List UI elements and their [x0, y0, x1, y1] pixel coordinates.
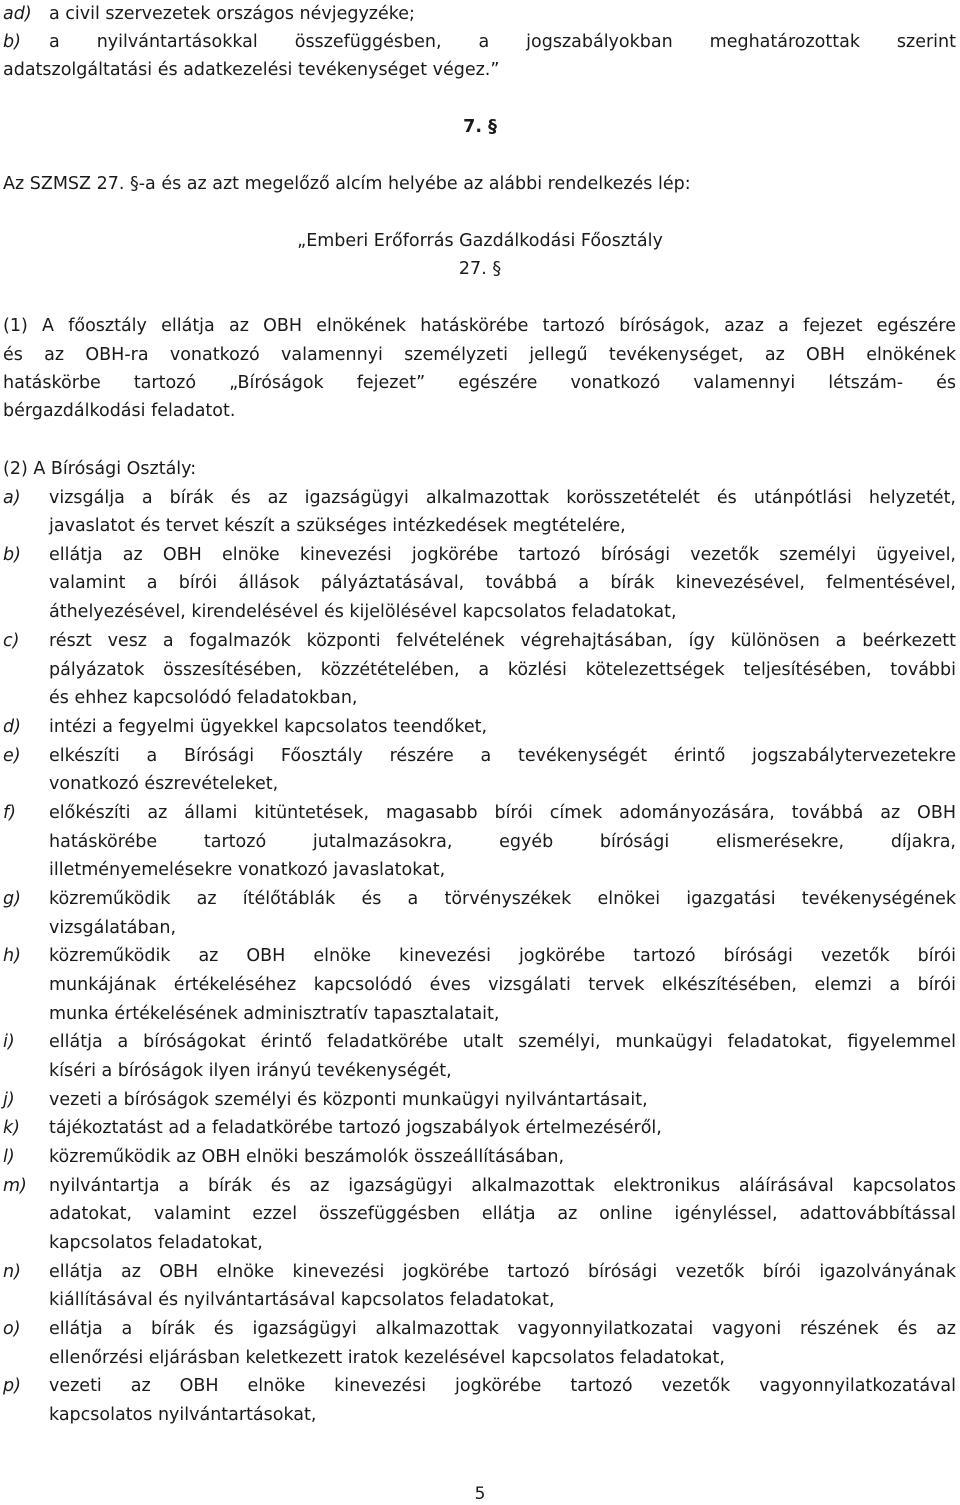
list-item-line: ellátja a bíróságokat érintő feladatkörébe utalt személyi, munkaügyi feladatokat, figyelemmel — [49, 1032, 956, 1052]
list-item-label: b) — [3, 32, 21, 52]
paragraph-intro: (2) A Bírósági Osztály: — [3, 459, 197, 479]
list-item-line: valamint a bírói állások pályáztatásával, továbbá a bírák kinevezésével, felmentésével, — [49, 573, 956, 593]
list-item-line: és ehhez kapcsolódó feladatokban, — [49, 688, 358, 708]
list-item-line: nyilvántartja a bírák és az igazságügyi alkalmazottak elektronikus aláírásával kapcsolatos — [49, 1176, 956, 1196]
list-item-label: h) — [3, 946, 21, 966]
list-item-line: munkájának értékeléséhez kapcsolódó éves vizsgálati tervek elkészítésében, elemzi a bírói — [49, 975, 956, 995]
list-item-label: d) — [3, 717, 21, 737]
list-item-line: kapcsolatos feladatokat, — [49, 1233, 263, 1253]
list-item-label: l) — [3, 1147, 15, 1167]
paragraph-line: és az OBH-ra vonatkozó valamennyi személyzeti jellegű tevékenységet, az OBH elnökének — [3, 345, 956, 365]
list-item-line: vezeti az OBH elnöke kinevezési jogkörébe tartozó vezetők vagyonnyilatkozatával — [49, 1376, 956, 1396]
list-item-line: közreműködik az ítélőtáblák és a törvényszékek elnökei igazgatási tevékenységének — [49, 889, 956, 909]
paragraph-line: bérgazdálkodási feladatot. — [3, 401, 236, 421]
list-item-label: j) — [3, 1090, 15, 1110]
list-item-line: tájékoztatást ad a feladatkörébe tartozó jogszabályok értelmezéséről, — [49, 1118, 662, 1138]
subtitle: „Emberi Erőforrás Gazdálkodási Főosztály — [297, 231, 663, 251]
list-item-line: a nyilvántartásokkal összefüggésben, a jogszabályokban meghatározottak szerint — [49, 32, 956, 52]
list-item-label: o) — [3, 1319, 21, 1339]
list-item-line: adatszolgáltatási és adatkezelési tevékenységet végez.” — [3, 60, 500, 80]
page-number: 5 — [474, 1484, 486, 1504]
list-item-line: részt vesz a fogalmazók központi felvételének végrehajtásában, így különösen a beérkezett — [49, 631, 956, 651]
list-item-label: a) — [3, 488, 21, 508]
list-item-label: ad) — [3, 4, 32, 24]
list-item-label: p) — [3, 1376, 21, 1396]
list-item-line: közreműködik az OBH elnöki beszámolók összeállításában, — [49, 1147, 565, 1167]
list-item-line: vonatkozó észrevételeket, — [49, 774, 279, 794]
list-item-line: vezeti a bíróságok személyi és központi munkaügyi nyilvántartásait, — [49, 1090, 648, 1110]
list-item-label: k) — [3, 1118, 20, 1138]
list-item-label: e) — [3, 746, 21, 766]
list-item-line: illetményemelésekre vonatkozó javaslatokat, — [49, 860, 446, 880]
list-item-line: elkészíti a Bírósági Főosztály részére a tevékenységét érintő jogszabálytervezetekre — [49, 746, 956, 766]
list-item-label: n) — [3, 1262, 21, 1282]
article-heading: 27. § — [458, 259, 502, 279]
list-item-line: pályázatok összesítésében, közzétételében, a közlési kötelezettségek teljesítésében, további — [49, 660, 956, 680]
list-item-line: kiállításával és nyilvántartásával kapcsolatos feladatokat, — [49, 1290, 555, 1310]
list-item-line: munka értékelésének adminisztratív tapasztalatait, — [49, 1004, 500, 1024]
list-item-line: áthelyezésével, kirendelésével és kijelölésével kapcsolatos feladatokat, — [49, 602, 677, 622]
list-item-label: g) — [3, 889, 21, 909]
list-item-line: ellátja az OBH elnöke kinevezési jogkörébe tartozó bírósági vezetők személyi ügyeivel, — [49, 545, 956, 565]
paragraph-line: hatáskörbe tartozó „Bíróságok fejezet” egészére vonatkozó valamennyi létszám- és — [3, 373, 956, 393]
section-heading: 7. § — [463, 117, 497, 137]
list-item-label: m) — [3, 1176, 27, 1196]
list-item-line: ellátja az OBH elnöke kinevezési jogkörébe tartozó bírósági vezetők bírói igazolványának — [49, 1262, 956, 1282]
list-item-line: vizsgálatában, — [49, 918, 177, 938]
amendment-text: Az SZMSZ 27. §-a és az azt megelőző alcím helyébe az alábbi rendelkezés lép: — [3, 174, 691, 194]
list-item-label: c) — [3, 631, 20, 651]
list-item-label: b) — [3, 545, 21, 565]
list-item-line: a civil szervezetek országos névjegyzéke; — [49, 4, 415, 24]
list-item-line: közreműködik az OBH elnöke kinevezési jogkörébe tartozó bírósági vezetők bírói — [49, 946, 956, 966]
list-item-line: intézi a fegyelmi ügyekkel kapcsolatos teendőket, — [49, 717, 488, 737]
list-item-line: hatáskörébe tartozó jutalmazásokra, egyéb bírósági elismerésekre, díjakra, — [49, 832, 956, 852]
list-item-line: ellenőrzési eljárásban keletkezett iratok kezelésével kapcsolatos feladatokat, — [49, 1348, 725, 1368]
list-item-line: adatokat, valamint ezzel összefüggésben ellátja az online igényléssel, adattovábbítással — [49, 1204, 956, 1224]
list-item-line: kíséri a bíróságok ilyen irányú tevékenységét, — [49, 1061, 452, 1081]
list-item-line: javaslatot és tervet készít a szükséges intézkedések megtételére, — [49, 516, 626, 536]
list-item-label: i) — [3, 1032, 15, 1052]
list-item-line: ellátja a bírák és igazságügyi alkalmazottak vagyonnyilatkozatai vagyoni részének és az — [49, 1319, 956, 1339]
list-item-label: f) — [3, 803, 16, 823]
list-item-line: kapcsolatos nyilvántartásokat, — [49, 1405, 317, 1425]
list-item-line: előkészíti az állami kitüntetések, magasabb bírói címek adományozására, továbbá az OBH — [49, 803, 956, 823]
list-item-line: vizsgálja a bírák és az igazságügyi alkalmazottak korösszetételét és utánpótlási helyzetét, — [49, 488, 956, 508]
paragraph-line: (1) A főosztály ellátja az OBH elnökének hatáskörébe tartozó bíróságok, azaz a fejezet egészére — [3, 316, 956, 336]
